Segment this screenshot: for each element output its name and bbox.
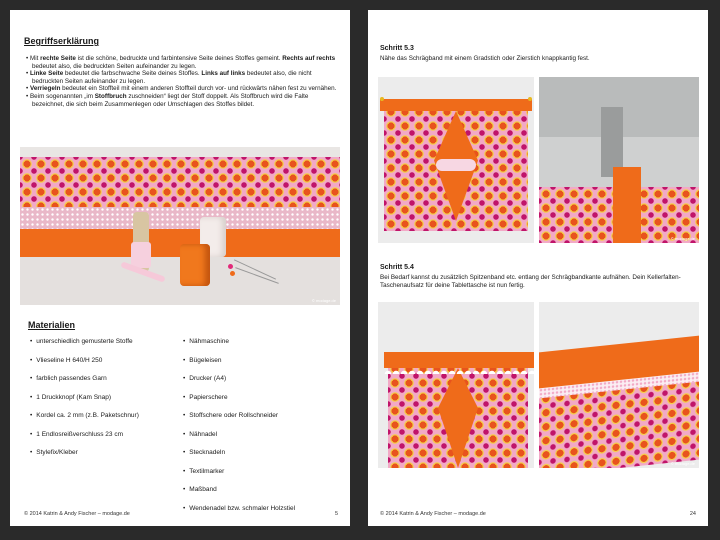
lace-bow <box>436 159 476 171</box>
material-item: • farblich passendes Garn <box>30 375 139 394</box>
right-page <box>368 10 708 526</box>
pin-head <box>230 271 235 276</box>
definition-item: • Mit rechte Seite ist die schöne, bedruckte und farbintensive Seite deines Stoffes gemeint. Rechts auf rechts bedeutet also, die bedruckten Seiten aufeinander zu legen. <box>26 55 336 70</box>
material-item: • Drucker (A4) <box>183 375 295 394</box>
page-number: 5 <box>334 511 338 517</box>
step-5-4-text: Bei Bedarf kannst du zusätzlich Spitzenband etc. entlang der Schrägbandkante aufnähen. Dein Kellerfalten-Taschenaufsatz für deine Tablettasche ist nun fertig. <box>380 274 681 289</box>
orange-thread-spool <box>180 244 210 286</box>
material-item: • Maßband <box>183 486 295 505</box>
pin-head <box>228 264 233 269</box>
material-item: • Wendenadel bzw. schmaler Holzstiel <box>183 505 295 524</box>
material-item: • unterschiedlich gemusterte Stoffe <box>30 338 139 357</box>
step-5-4-photo-pouch <box>378 302 534 468</box>
lace-trim <box>384 368 534 374</box>
material-item: • Kordel ca. 2 mm (z.B. Paketschnur) <box>30 412 139 431</box>
step-5-3-photo-sewing <box>539 77 699 243</box>
fabric-materials-photo <box>20 147 340 305</box>
material-item: • Stecknadeln <box>183 449 295 468</box>
material-item: • Vlieseline H 640/H 250 <box>30 357 139 376</box>
step-5-3-text: Nähe das Schrägband mit einem Gradstich oder Zierstich knappkantig fest. <box>380 55 590 62</box>
pink-fabric <box>20 157 340 207</box>
definitions-heading: Begriffserklärung <box>24 36 100 46</box>
material-item: • 1 Endlosreißverschluss 23 cm <box>30 431 139 450</box>
definition-item: • Linke Seite bedeutet die farbschwache Seite deines Stoffes. Links auf links bedeutet also, die nicht bedruckten Seiten aufeinander zu legen. <box>26 70 312 85</box>
photo-watermark: © modage.de <box>311 298 336 303</box>
footer-copyright: © 2014 Katrin & Andy Fischer – modage.de <box>380 511 486 517</box>
step-5-4-heading: Schritt 5.4 <box>380 264 414 271</box>
material-item: • Stoffschere oder Rollschneider <box>183 412 295 431</box>
pin-head <box>528 97 532 101</box>
material-item: • 1 Druckknopf (Kam Snap) <box>30 394 139 413</box>
step-5-4-photo-closeup <box>539 302 699 468</box>
bias-binding <box>613 167 641 243</box>
definitions-list <box>24 55 340 108</box>
photo-watermark: © modage.de <box>670 461 695 466</box>
left-page <box>10 10 350 526</box>
materials-list-2 <box>183 338 295 523</box>
lace-roll <box>131 242 151 268</box>
material-item: • Nähmaschine <box>183 338 295 357</box>
page-number: 24 <box>689 511 696 517</box>
bias-binding <box>380 99 532 111</box>
material-item: • Papierschere <box>183 394 295 413</box>
pin-head <box>380 97 384 101</box>
bias-binding <box>384 352 534 368</box>
step-5-3-photo-pouch <box>378 77 534 243</box>
material-item: • Textilmarker <box>183 468 295 487</box>
definition-item: • Verriegeln bedeutet ein Stoffteil mit einem anderen Stoffteil durch vor- und rückwärts nähen fest zu vernähen. <box>26 85 337 93</box>
step-5-3-heading: Schritt 5.3 <box>380 45 414 52</box>
materials-heading: Materialien <box>28 320 76 330</box>
material-item: • Stylefix/Kleber <box>30 449 139 468</box>
material-item: • Nähnadel <box>183 431 295 450</box>
footer-copyright: © 2014 Katrin & Andy Fischer – modage.de <box>24 511 130 517</box>
material-item: • Bügeleisen <box>183 357 295 376</box>
photo-watermark: © modage.de <box>670 236 695 241</box>
materials-list-1 <box>30 338 139 468</box>
definition-item: • Beim sogenannten „im Stoffbruch zuschneiden“ liegt der Stoff doppelt. Als Stoffbruch wird die Falte bezeichnet, die sich beim Zusammenlegen oder Umschlagen des Stoffes bildet. <box>26 92 309 108</box>
dotted-fabric <box>20 207 340 229</box>
